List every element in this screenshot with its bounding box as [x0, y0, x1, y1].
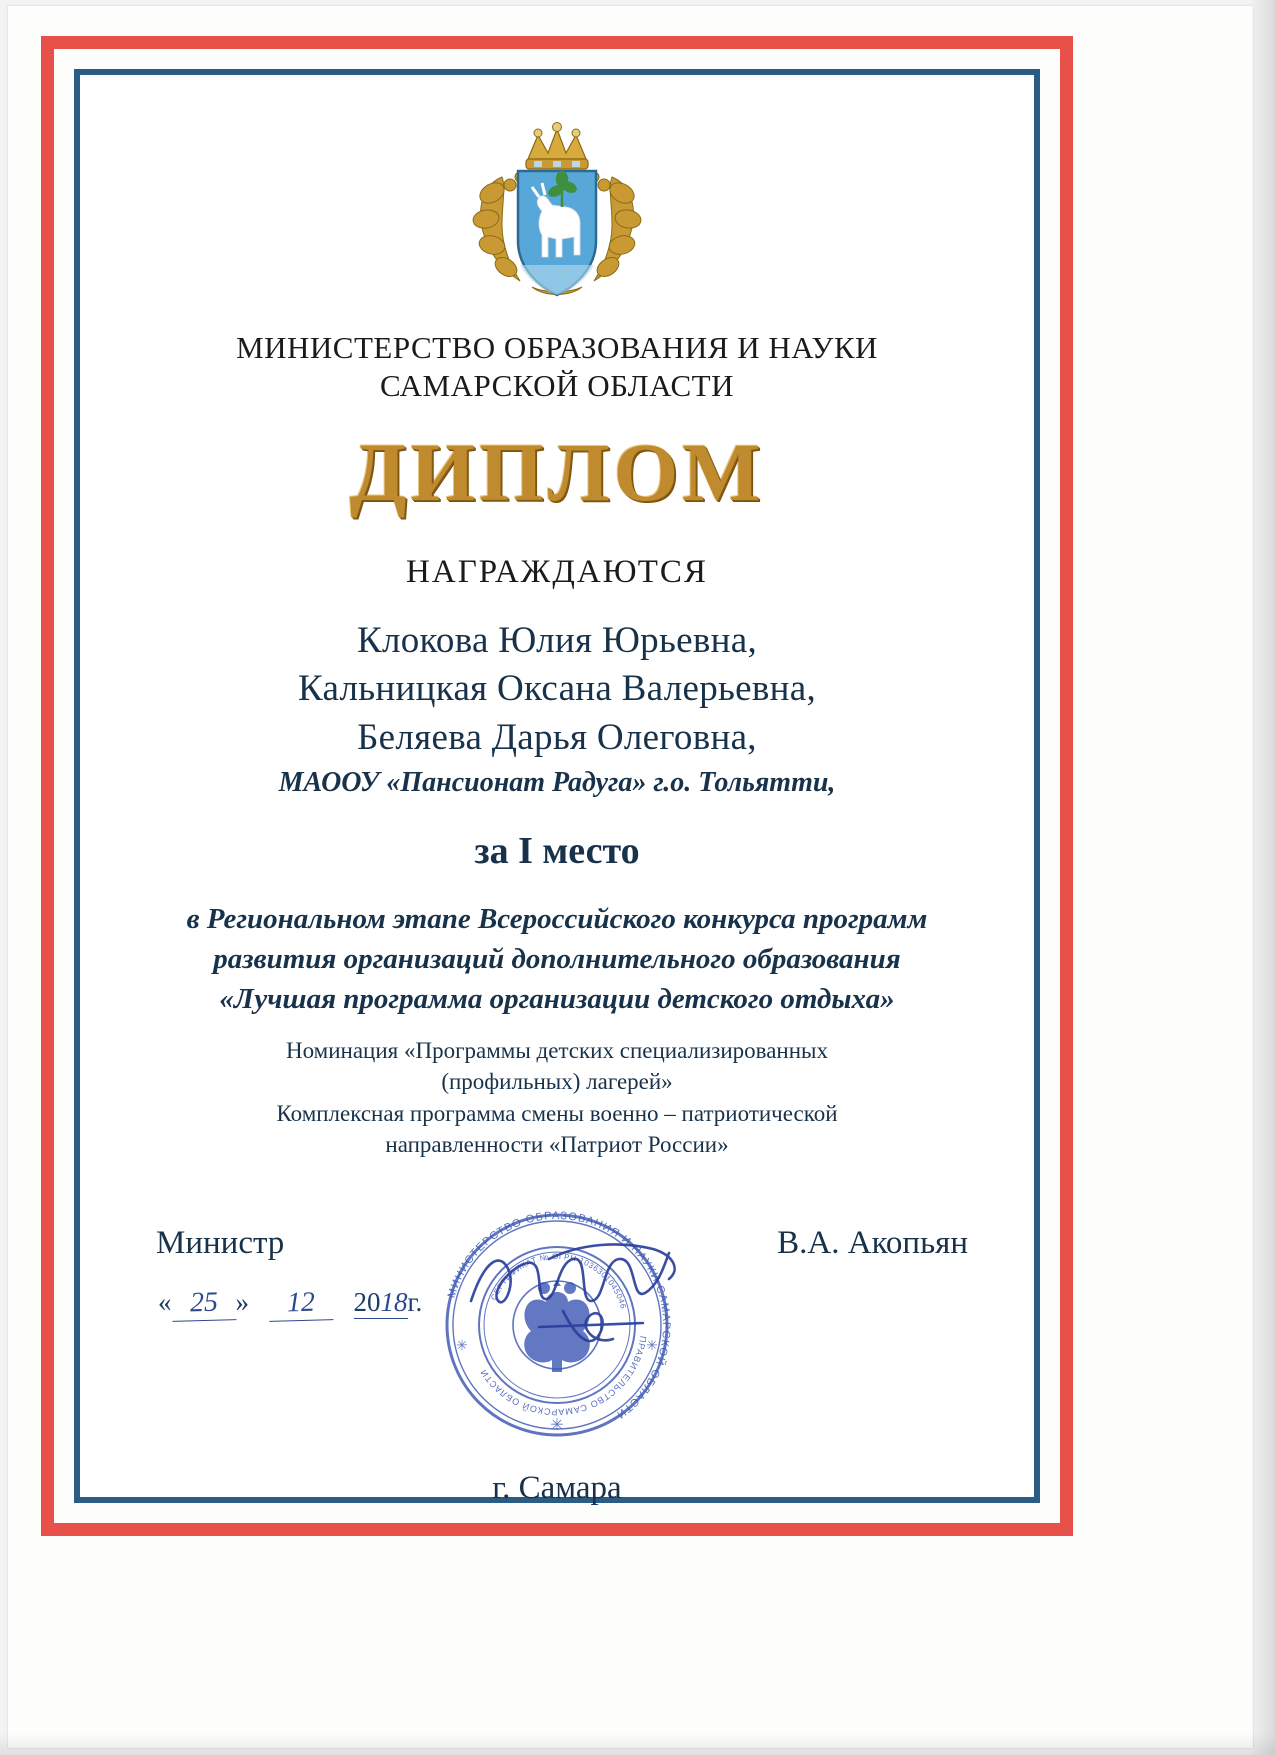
- awarded-label: НАГРАЖДАЮТСЯ: [406, 553, 708, 590]
- nomination-line: (профильных) лагерей»: [441, 1069, 673, 1095]
- recipient-name: Беляева Дарья Олеговна,: [357, 717, 757, 759]
- samara-coat-of-arms-icon: [462, 115, 652, 315]
- svg-text:✳: ✳: [646, 1339, 658, 1354]
- competition-line: развития организаций дополнительного образования: [213, 943, 901, 976]
- date-year-prefix: 20: [353, 1287, 381, 1317]
- recipient-name: Кальницкая Оксана Валерьевна,: [297, 668, 817, 710]
- date-year-unit: г.: [407, 1287, 423, 1317]
- date-day: 25: [171, 1286, 236, 1322]
- decorative-frame-blue: [74, 69, 1040, 1506]
- nomination-line: Номинация «Программы детских специализированных: [285, 1038, 829, 1064]
- minister-name: В.А. Акопьян: [777, 1225, 968, 1261]
- award-place: за I место: [474, 830, 640, 873]
- svg-text:✳: ✳: [550, 1417, 564, 1434]
- certificate-paper: [8, 6, 1253, 1748]
- ministry-line-2: САМАРСКОЙ ОБЛАСТИ: [380, 367, 734, 403]
- ministry-line-1: МИНИСТЕРСТВО ОБРАЗОВАНИЯ И НАУКИ: [236, 330, 878, 365]
- nomination-block: [118, 1035, 996, 1160]
- date-quote-close: »: [235, 1287, 249, 1317]
- organization-name: МАООУ «Пансионат Радуга» г.о. Тольятти,: [278, 767, 836, 799]
- scan-edge-shadow-right: [1249, 0, 1275, 1755]
- date-month: 12: [269, 1286, 334, 1322]
- date-quote-open: «: [158, 1287, 172, 1317]
- recipient-name: Клокова Юлия Юрьевна,: [356, 619, 758, 661]
- minister-label: Министр: [156, 1225, 285, 1261]
- competition-description: [118, 899, 996, 1019]
- decorative-frame-red: [41, 36, 1073, 1536]
- signature-block: [118, 1207, 996, 1427]
- date-line: [158, 1287, 422, 1321]
- competition-line: «Лучшая программа организации детского отдыха»: [219, 983, 895, 1016]
- nomination-line: направленности «Патриот России»: [385, 1131, 729, 1157]
- svg-text:СЕРТИФИКАТ № ОГРН 103630104504: СЕРТИФИКАТ № ОГРН 1036301045046: [489, 1251, 628, 1311]
- city-label: г. Самара: [492, 1470, 622, 1506]
- recipients-list: [118, 617, 996, 799]
- page-title: ДИПЛОМ: [349, 425, 765, 518]
- competition-line: в Региональном этапе Всероссийского конкурса программ: [186, 903, 928, 936]
- nomination-line: Комплексная программа смены военно – патриотической: [276, 1100, 838, 1126]
- certificate-content: [80, 75, 1034, 1506]
- date-year-suffix: 18: [380, 1287, 408, 1317]
- svg-text:✳: ✳: [456, 1339, 468, 1354]
- ministry-heading: [118, 329, 996, 405]
- scan-edge-shadow-bottom: [0, 1733, 1275, 1755]
- svg-text:ПРАВИТЕЛЬСТВО САМАРСКОЙ ОБЛАСТ: ПРАВИТЕЛЬСТВО САМАРСКОЙ ОБЛАСТИ: [478, 1335, 649, 1418]
- svg-text:МИНИСТЕРСТВО ОБРАЗОВАНИЯ И НАУ: МИНИСТЕРСТВО ОБРАЗОВАНИЯ И НАУКИ САМАРСКОЙ ОБЛАСТИ: [445, 1209, 673, 1421]
